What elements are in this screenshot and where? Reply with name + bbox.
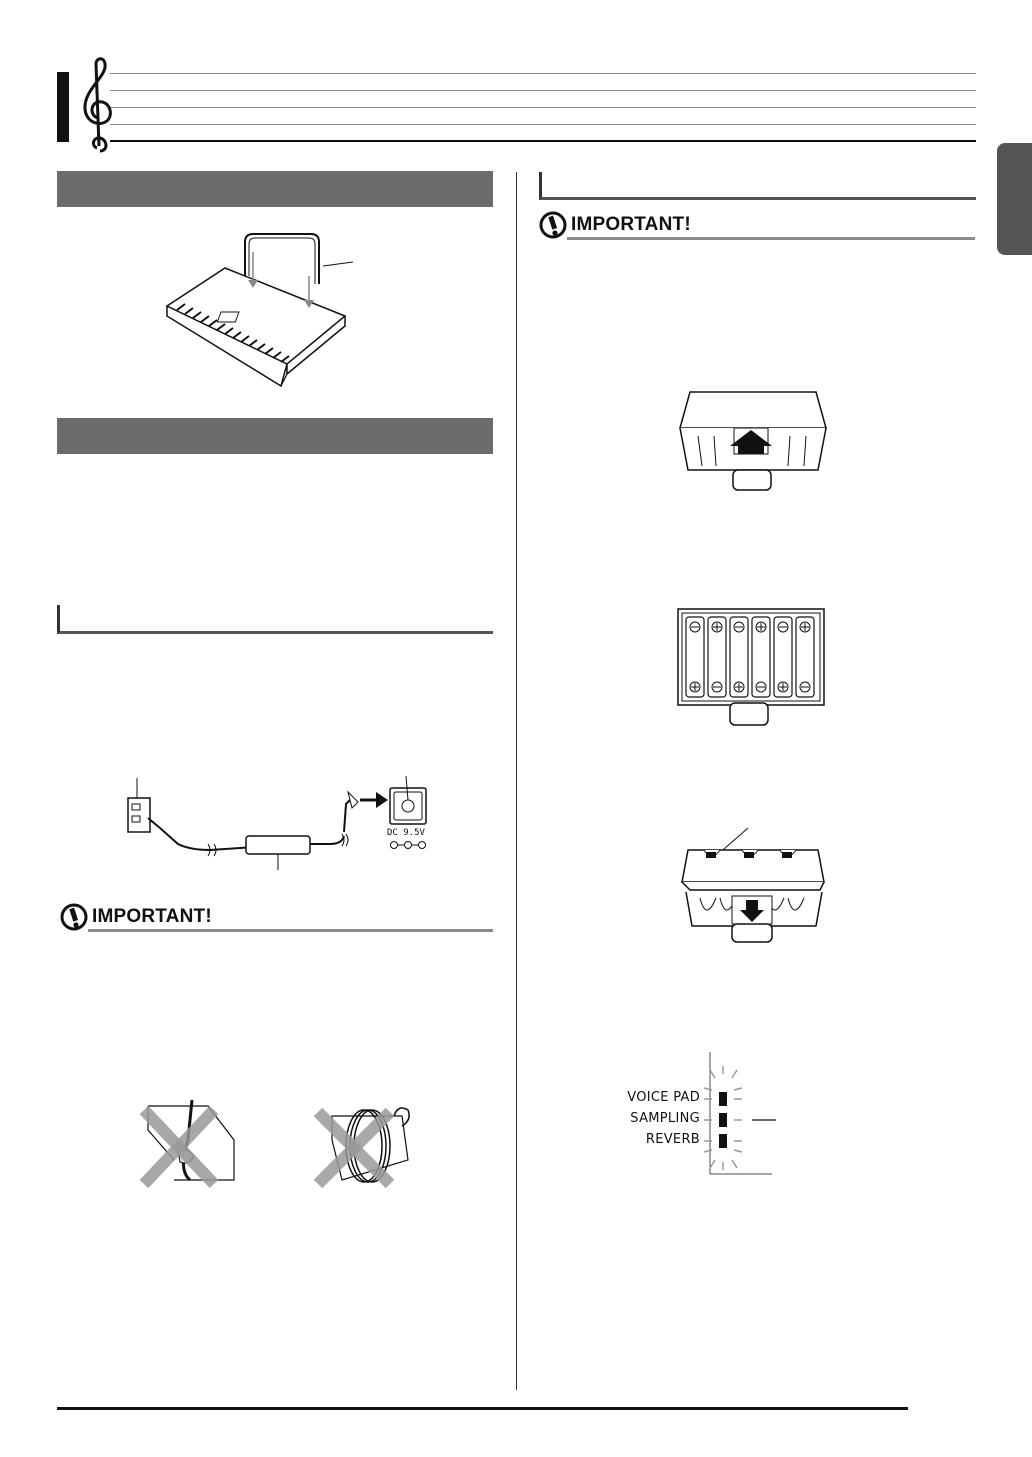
polarity-icon [388, 840, 428, 850]
chapter-tab [997, 143, 1032, 255]
important-heading [60, 902, 494, 932]
treble-clef-icon [78, 56, 118, 156]
subheading-rule [539, 172, 976, 200]
section-heading-bar [57, 171, 493, 207]
footer-rule [57, 1407, 908, 1410]
keyboard-music-stand-illustration [163, 224, 373, 389]
indicator-label-reverb: REVERB [645, 1132, 700, 1147]
staff-line [110, 90, 976, 91]
ac-adaptor-illustration [120, 774, 440, 874]
column-divider [516, 172, 517, 1390]
cable-bent-crossed-illustration [138, 1100, 248, 1190]
batteries-inserted-illustration [676, 607, 826, 729]
adaptor-rating-label: DC 9.5V [387, 828, 425, 838]
flashing-indicators-illustration [700, 1052, 790, 1178]
indicator-label-voice-pad: VOICE PAD [627, 1090, 700, 1105]
indicator-label-sampling: SAMPLING [630, 1111, 700, 1126]
important-rule [88, 929, 493, 932]
battery-cover-open-illustration [678, 390, 828, 492]
staff-line [110, 124, 976, 125]
battery-cover-closing-illustration [676, 826, 830, 944]
important-heading [539, 210, 975, 240]
exclamation-icon [60, 902, 88, 932]
important-label: IMPORTANT! [571, 214, 691, 235]
important-rule [567, 237, 975, 240]
staff-line [110, 73, 976, 74]
staff-line [110, 107, 976, 108]
exclamation-icon [539, 210, 567, 240]
section-heading-bar [57, 418, 493, 454]
cable-wrapped-crossed-illustration [312, 1100, 422, 1190]
subheading-rule [57, 605, 493, 634]
important-label: IMPORTANT! [92, 906, 212, 927]
staff-line [110, 140, 976, 142]
header-bar [57, 72, 69, 142]
